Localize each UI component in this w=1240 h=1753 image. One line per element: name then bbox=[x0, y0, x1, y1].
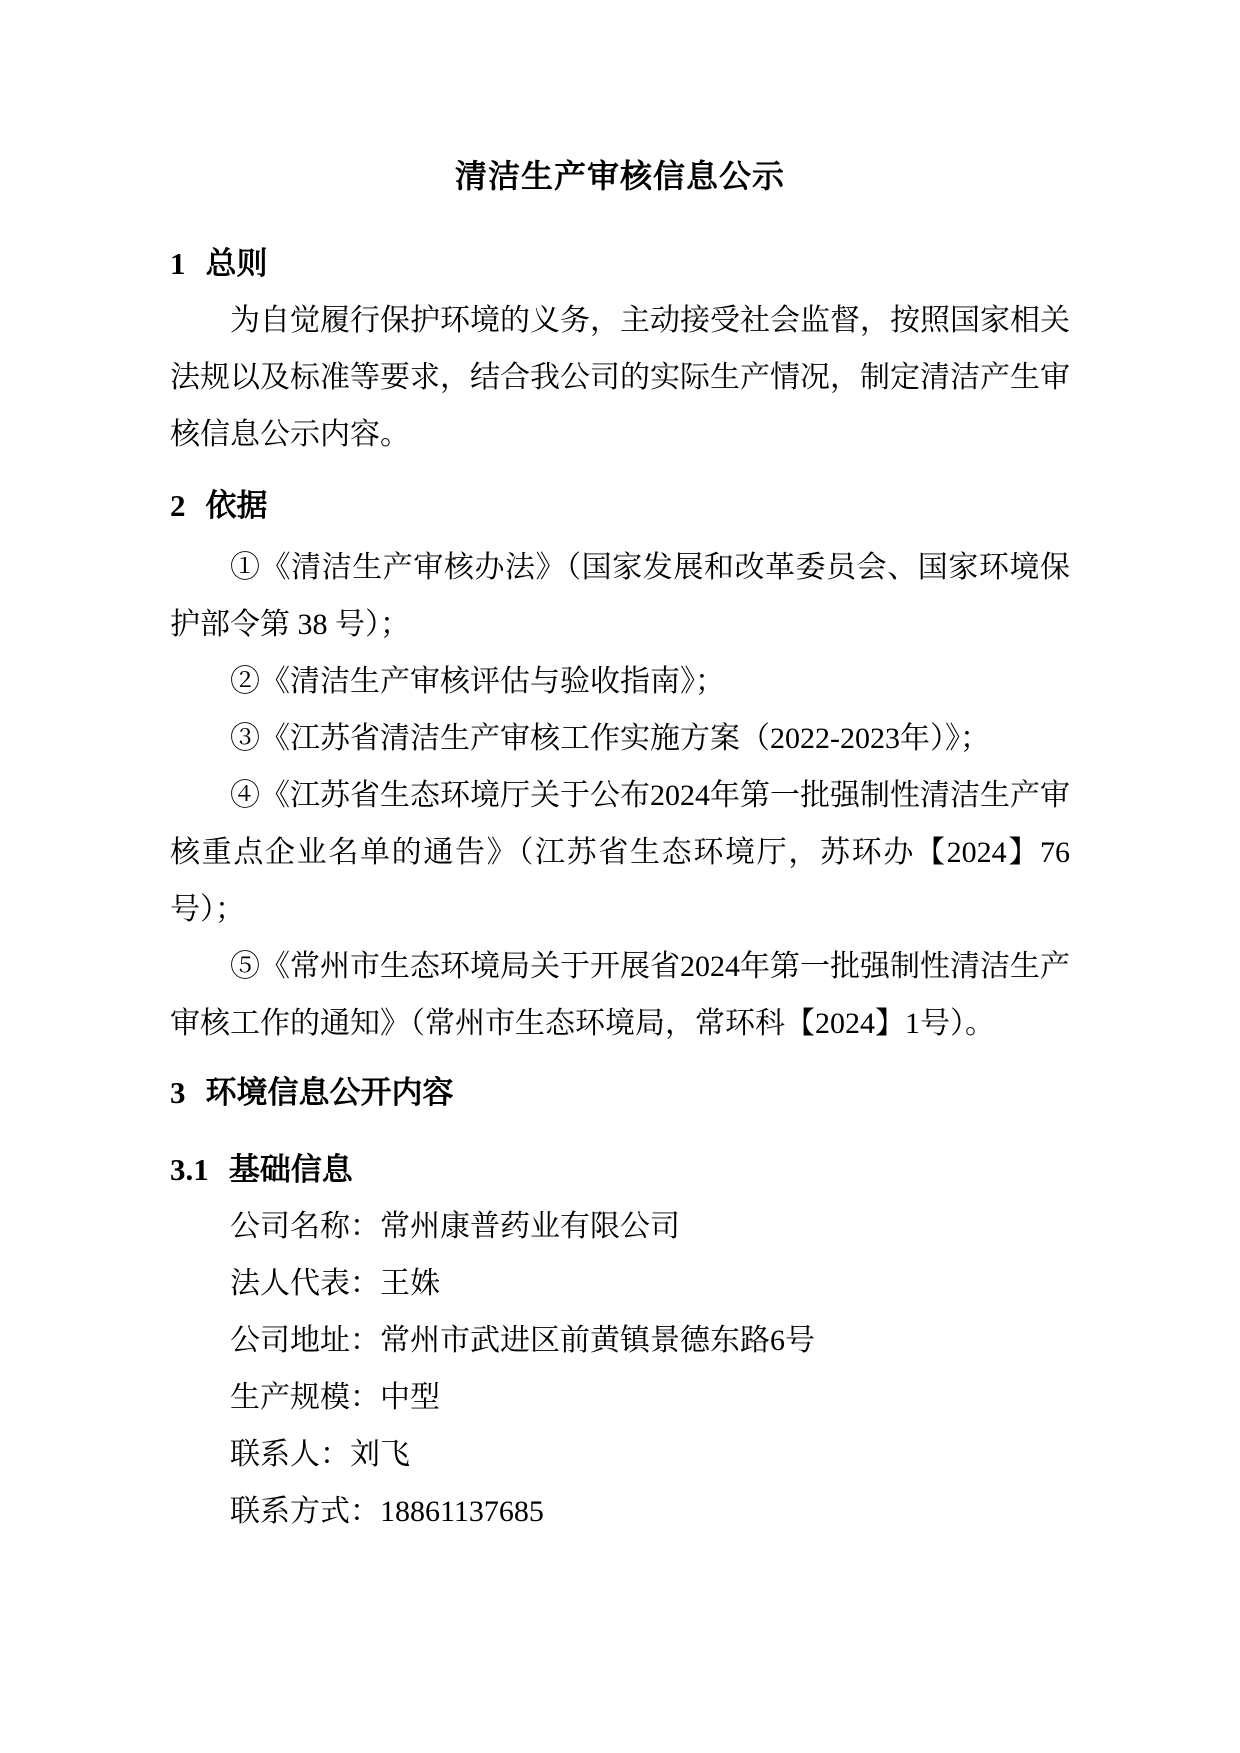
section-number: 3.1 bbox=[170, 1152, 209, 1187]
section-heading-2 bbox=[170, 477, 1070, 534]
section-heading-3 bbox=[170, 1064, 1070, 1121]
field-label: 联系方式： bbox=[230, 1495, 380, 1528]
section-number: 3 bbox=[170, 1075, 186, 1110]
field-contact-phone bbox=[170, 1483, 1070, 1540]
section-heading-3-1 bbox=[170, 1141, 1070, 1198]
field-label: 生产规模： bbox=[230, 1381, 380, 1414]
field-value: 王姝 bbox=[380, 1267, 440, 1300]
field-label: 联系人： bbox=[230, 1438, 350, 1471]
page-title: 清洁生产审核信息公示 bbox=[454, 158, 785, 194]
field-value: 中型 bbox=[380, 1381, 440, 1414]
section-title: 环境信息公开内容 bbox=[205, 1075, 454, 1110]
field-label: 法人代表： bbox=[230, 1267, 380, 1300]
field-value: 常州市武进区前黄镇景德东路6号 bbox=[380, 1324, 815, 1357]
field-label: 公司名称： bbox=[230, 1210, 380, 1243]
field-value: 刘飞 bbox=[350, 1438, 410, 1471]
reference-item-3: ③《江苏省清洁生产审核工作实施方案（2022-2023年）》； bbox=[230, 722, 990, 755]
field-value: 常州康普药业有限公司 bbox=[380, 1210, 680, 1243]
field-company-address bbox=[170, 1312, 1070, 1369]
reference-item-2: ②《清洁生产审核评估与验收指南》； bbox=[230, 665, 725, 698]
field-label: 公司地址： bbox=[230, 1324, 380, 1357]
field-contact-person bbox=[170, 1426, 1070, 1483]
reference-item-4: ④《江苏省生态环境厅关于公布2024年第一批强制性清洁生产审核重点企业名单的通告》（江苏省生态环境厅，苏环办【2024】76号）； bbox=[170, 779, 1070, 926]
field-company-name bbox=[170, 1198, 1070, 1255]
section-heading-1 bbox=[170, 235, 1070, 292]
section-title: 基础信息 bbox=[228, 1152, 353, 1187]
field-production-scale bbox=[170, 1369, 1070, 1426]
reference-item-5: ⑤《常州市生态环境局关于开展省2024年第一批强制性清洁生产审核工作的通知》（常州市生态环境局，常环科【2024】1号）。 bbox=[170, 950, 1070, 1040]
section-title: 总则 bbox=[205, 246, 268, 281]
paragraph-general: 为自觉履行保护环境的义务，主动接受社会监督，按照国家相关法规以及标准等要求，结合我公司的实际生产情况，制定清洁产生审核信息公示内容。 bbox=[170, 304, 1070, 451]
section-number: 1 bbox=[170, 246, 186, 281]
section-number: 2 bbox=[170, 488, 186, 523]
field-value: 18861137685 bbox=[380, 1495, 544, 1528]
field-legal-representative bbox=[170, 1255, 1070, 1312]
reference-item-1: ①《清洁生产审核办法》（国家发展和改革委员会、国家环境保护部令第 38 号）； bbox=[170, 551, 1070, 641]
section-title: 依据 bbox=[205, 488, 268, 523]
